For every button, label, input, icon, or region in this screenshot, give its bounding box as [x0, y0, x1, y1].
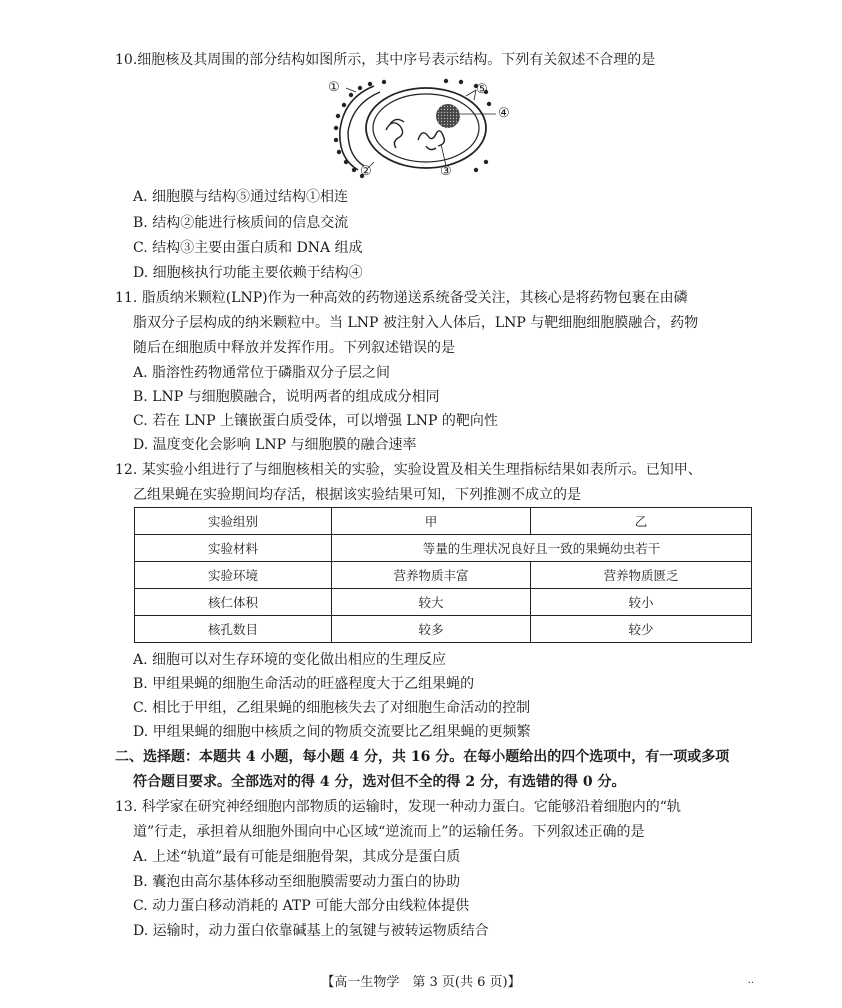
q12-option-a: A. 细胞可以对生存环境的变化做出相应的生理反应: [133, 652, 447, 668]
q12-option-c: C. 相比于甲组，乙组果蝇的细胞核失去了对细胞生命活动的控制: [133, 700, 531, 716]
q11-option-d: D. 温度变化会影响 LNP 与细胞膜的融合速率: [133, 437, 417, 453]
figure-label-5: ⑤: [476, 82, 488, 97]
q11-option-a: A. 脂溶性药物通常位于磷脂双分子层之间: [133, 365, 391, 381]
figure-label-1: ①: [328, 80, 340, 95]
table-row: [135, 535, 752, 562]
table-row: [135, 589, 752, 616]
q10-stem: 10.细胞核及其周围的部分结构如图所示，其中序号表示结构。下列有关叙述不合理的是: [115, 52, 656, 68]
table-row: [135, 508, 752, 535]
page-footer: 【高一生物学 第 3 页(共 6 页)】: [321, 975, 521, 990]
experiment-table: [134, 507, 752, 643]
figure-label-4: ④: [498, 106, 510, 121]
table-cell: 乙: [531, 508, 752, 535]
table-cell: 核仁体积: [135, 589, 332, 616]
q13-option-a: A. 上述“轨道”最有可能是细胞骨架，其成分是蛋白质: [133, 849, 461, 865]
q12-stem-line2: 乙组果蝇在实验期间均存活，根据该实验结果可知，下列推测不成立的是: [133, 487, 581, 503]
table-cell: 较小: [531, 589, 752, 616]
q13-stem-line2: 道”行走，承担着从细胞外围向中心区域“逆流而上”的运输任务。下列叙述正确的是: [133, 824, 645, 840]
q11-stem-line1: 11. 脂质纳米颗粒(LNP)作为一种高效的药物递送系统备受关注，其核心是将药物包裹在由磷: [115, 290, 688, 306]
q11-stem-line2: 脂双分子层构成的纳米颗粒中。当 LNP 被注射入人体后，LNP 与靶细胞细胞膜融合，药物: [133, 315, 699, 331]
q13-option-c: C. 动力蛋白移动消耗的 ATP 可能大部分由线粒体提供: [133, 898, 470, 914]
table-cell: 营养物质匮乏: [531, 562, 752, 589]
q13-option-d: D. 运输时，动力蛋白依靠碱基上的氢键与被转运物质结合: [133, 923, 489, 939]
table-cell: 较大: [332, 589, 531, 616]
figure-label-3: ③: [440, 164, 452, 179]
q11-option-c: C. 若在 LNP 上镶嵌蛋白质受体，可以增强 LNP 的靶向性: [133, 413, 498, 429]
q10-option-d: D. 细胞核执行功能主要依赖于结构④: [133, 265, 363, 281]
table-cell: 较多: [332, 616, 531, 643]
q13-stem-line1: 13. 科学家在研究神经细胞内部物质的运输时，发现一种动力蛋白。它能够沿着细胞内的“轨: [115, 799, 681, 815]
q11-option-b: B. LNP 与细胞膜融合，说明两者的组成成分相同: [133, 389, 440, 405]
q10-option-a: A. 细胞膜与结构⑤通过结构①相连: [133, 189, 349, 205]
table-cell: 较少: [531, 616, 752, 643]
section-heading-line2: 符合题目要求。全部选对的得 4 分，选对但不全的得 2 分，有选错的得 0 分。: [133, 774, 626, 790]
q10-option-b: B. 结构②能进行核质间的信息交流: [133, 215, 349, 231]
q13-option-b: B. 囊泡由高尔基体移动至细胞膜需要动力蛋白的协助: [133, 874, 461, 890]
q12-option-d: D. 甲组果蝇的细胞中核质之间的物质交流要比乙组果蝇的更频繁: [133, 724, 531, 740]
table-cell: 营养物质丰富: [332, 562, 531, 589]
q11-stem-line3: 随后在细胞质中释放并发挥作用。下列叙述错误的是: [133, 340, 455, 356]
q12-option-b: B. 甲组果蝇的细胞生命活动的旺盛程度大于乙组果蝇的: [133, 676, 475, 692]
table-row: [135, 616, 752, 643]
table-cell: 甲: [332, 508, 531, 535]
corner-mark: ..: [747, 975, 754, 986]
table-cell: 实验环境: [135, 562, 332, 589]
q12-stem-line1: 12. 某实验小组进行了与细胞核相关的实验，实验设置及相关生理指标结果如表所示。已知甲、: [115, 462, 702, 478]
table-cell: 等量的生理状况良好且一致的果蝇幼虫若干: [332, 535, 752, 562]
figure-label-2: ②: [360, 164, 372, 179]
table-cell: 实验材料: [135, 535, 332, 562]
table-cell: 实验组别: [135, 508, 332, 535]
table-cell: 核孔数目: [135, 616, 332, 643]
table-row: [135, 562, 752, 589]
section-heading-line1: 二、选择题：本题共 4 小题，每小题 4 分，共 16 分。在每小题给出的四个选项中，有一项或多项: [115, 749, 730, 765]
nucleus-figure: [326, 78, 520, 180]
q10-option-c: C. 结构③主要由蛋白质和 DNA 组成: [133, 240, 363, 256]
